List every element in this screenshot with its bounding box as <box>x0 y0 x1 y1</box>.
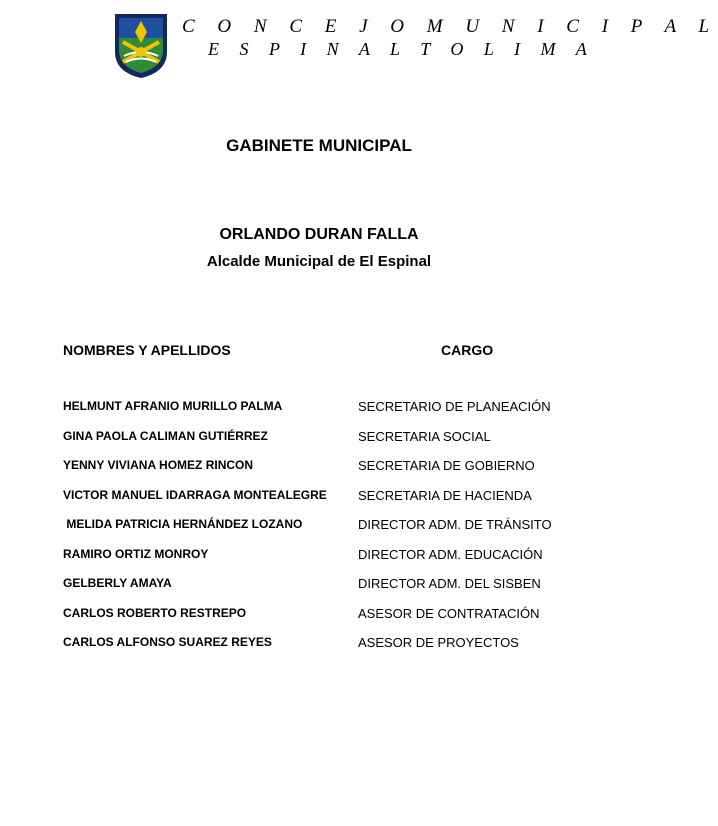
list-item <box>0 576 638 606</box>
list-item <box>0 606 638 636</box>
list-item <box>0 517 638 547</box>
member-role: DIRECTOR ADM. DEL SISBEN <box>358 576 541 591</box>
member-role: SECRETARIO DE PLANEACIÓN <box>358 399 551 414</box>
member-role: DIRECTOR ADM. DE TRÁNSITO <box>358 517 552 532</box>
member-role: ASESOR DE PROYECTOS <box>358 635 519 650</box>
cabinet-list <box>0 399 638 665</box>
member-name: MELIDA PATRICIA HERNÁNDEZ LOZANO <box>63 517 303 531</box>
list-item <box>0 635 638 665</box>
list-item <box>0 429 638 459</box>
member-role: DIRECTOR ADM. EDUCACIÓN <box>358 546 543 562</box>
member-name: VICTOR MANUEL IDARRAGA MONTEALEGRE <box>63 487 327 502</box>
member-role: ASESOR DE CONTRATACIÓN <box>358 605 540 621</box>
list-item <box>0 547 638 577</box>
column-header-names: NOMBRES Y APELLIDOS <box>63 342 231 358</box>
column-header-role: CARGO <box>441 342 494 358</box>
member-name: CARLOS ROBERTO RESTREPO <box>63 605 247 620</box>
header-line-2: E S P I N A L T O L I M A <box>208 39 595 59</box>
list-item <box>0 458 638 488</box>
list-item <box>0 399 638 429</box>
member-role: SECRETARIA SOCIAL <box>358 428 491 444</box>
mayor-role: Alcalde Municipal de El Espinal <box>206 253 432 270</box>
member-name: RAMIRO ORTIZ MONROY <box>63 546 209 561</box>
member-role: SECRETARIA DE HACIENDA <box>358 487 532 503</box>
page-title: GABINETE MUNICIPAL <box>226 136 412 155</box>
member-name: YENNY VIVIANA HOMEZ RINCON <box>63 458 254 472</box>
member-role: SECRETARIA DE GOBIERNO <box>358 458 535 473</box>
mayor-name: ORLANDO DURAN FALLA <box>219 226 419 243</box>
member-name: HELMUNT AFRANIO MURILLO PALMA <box>63 399 283 413</box>
member-name: GELBERLY AMAYA <box>63 576 172 590</box>
member-name: CARLOS ALFONSO SUAREZ REYES <box>63 635 272 649</box>
header-line-1: C O N C E J O M U N I C I P A L <box>182 16 718 37</box>
municipal-crest-logo <box>112 12 170 80</box>
member-name: GINA PAOLA CALIMAN GUTIÉRREZ <box>63 428 268 443</box>
list-item <box>0 488 638 518</box>
